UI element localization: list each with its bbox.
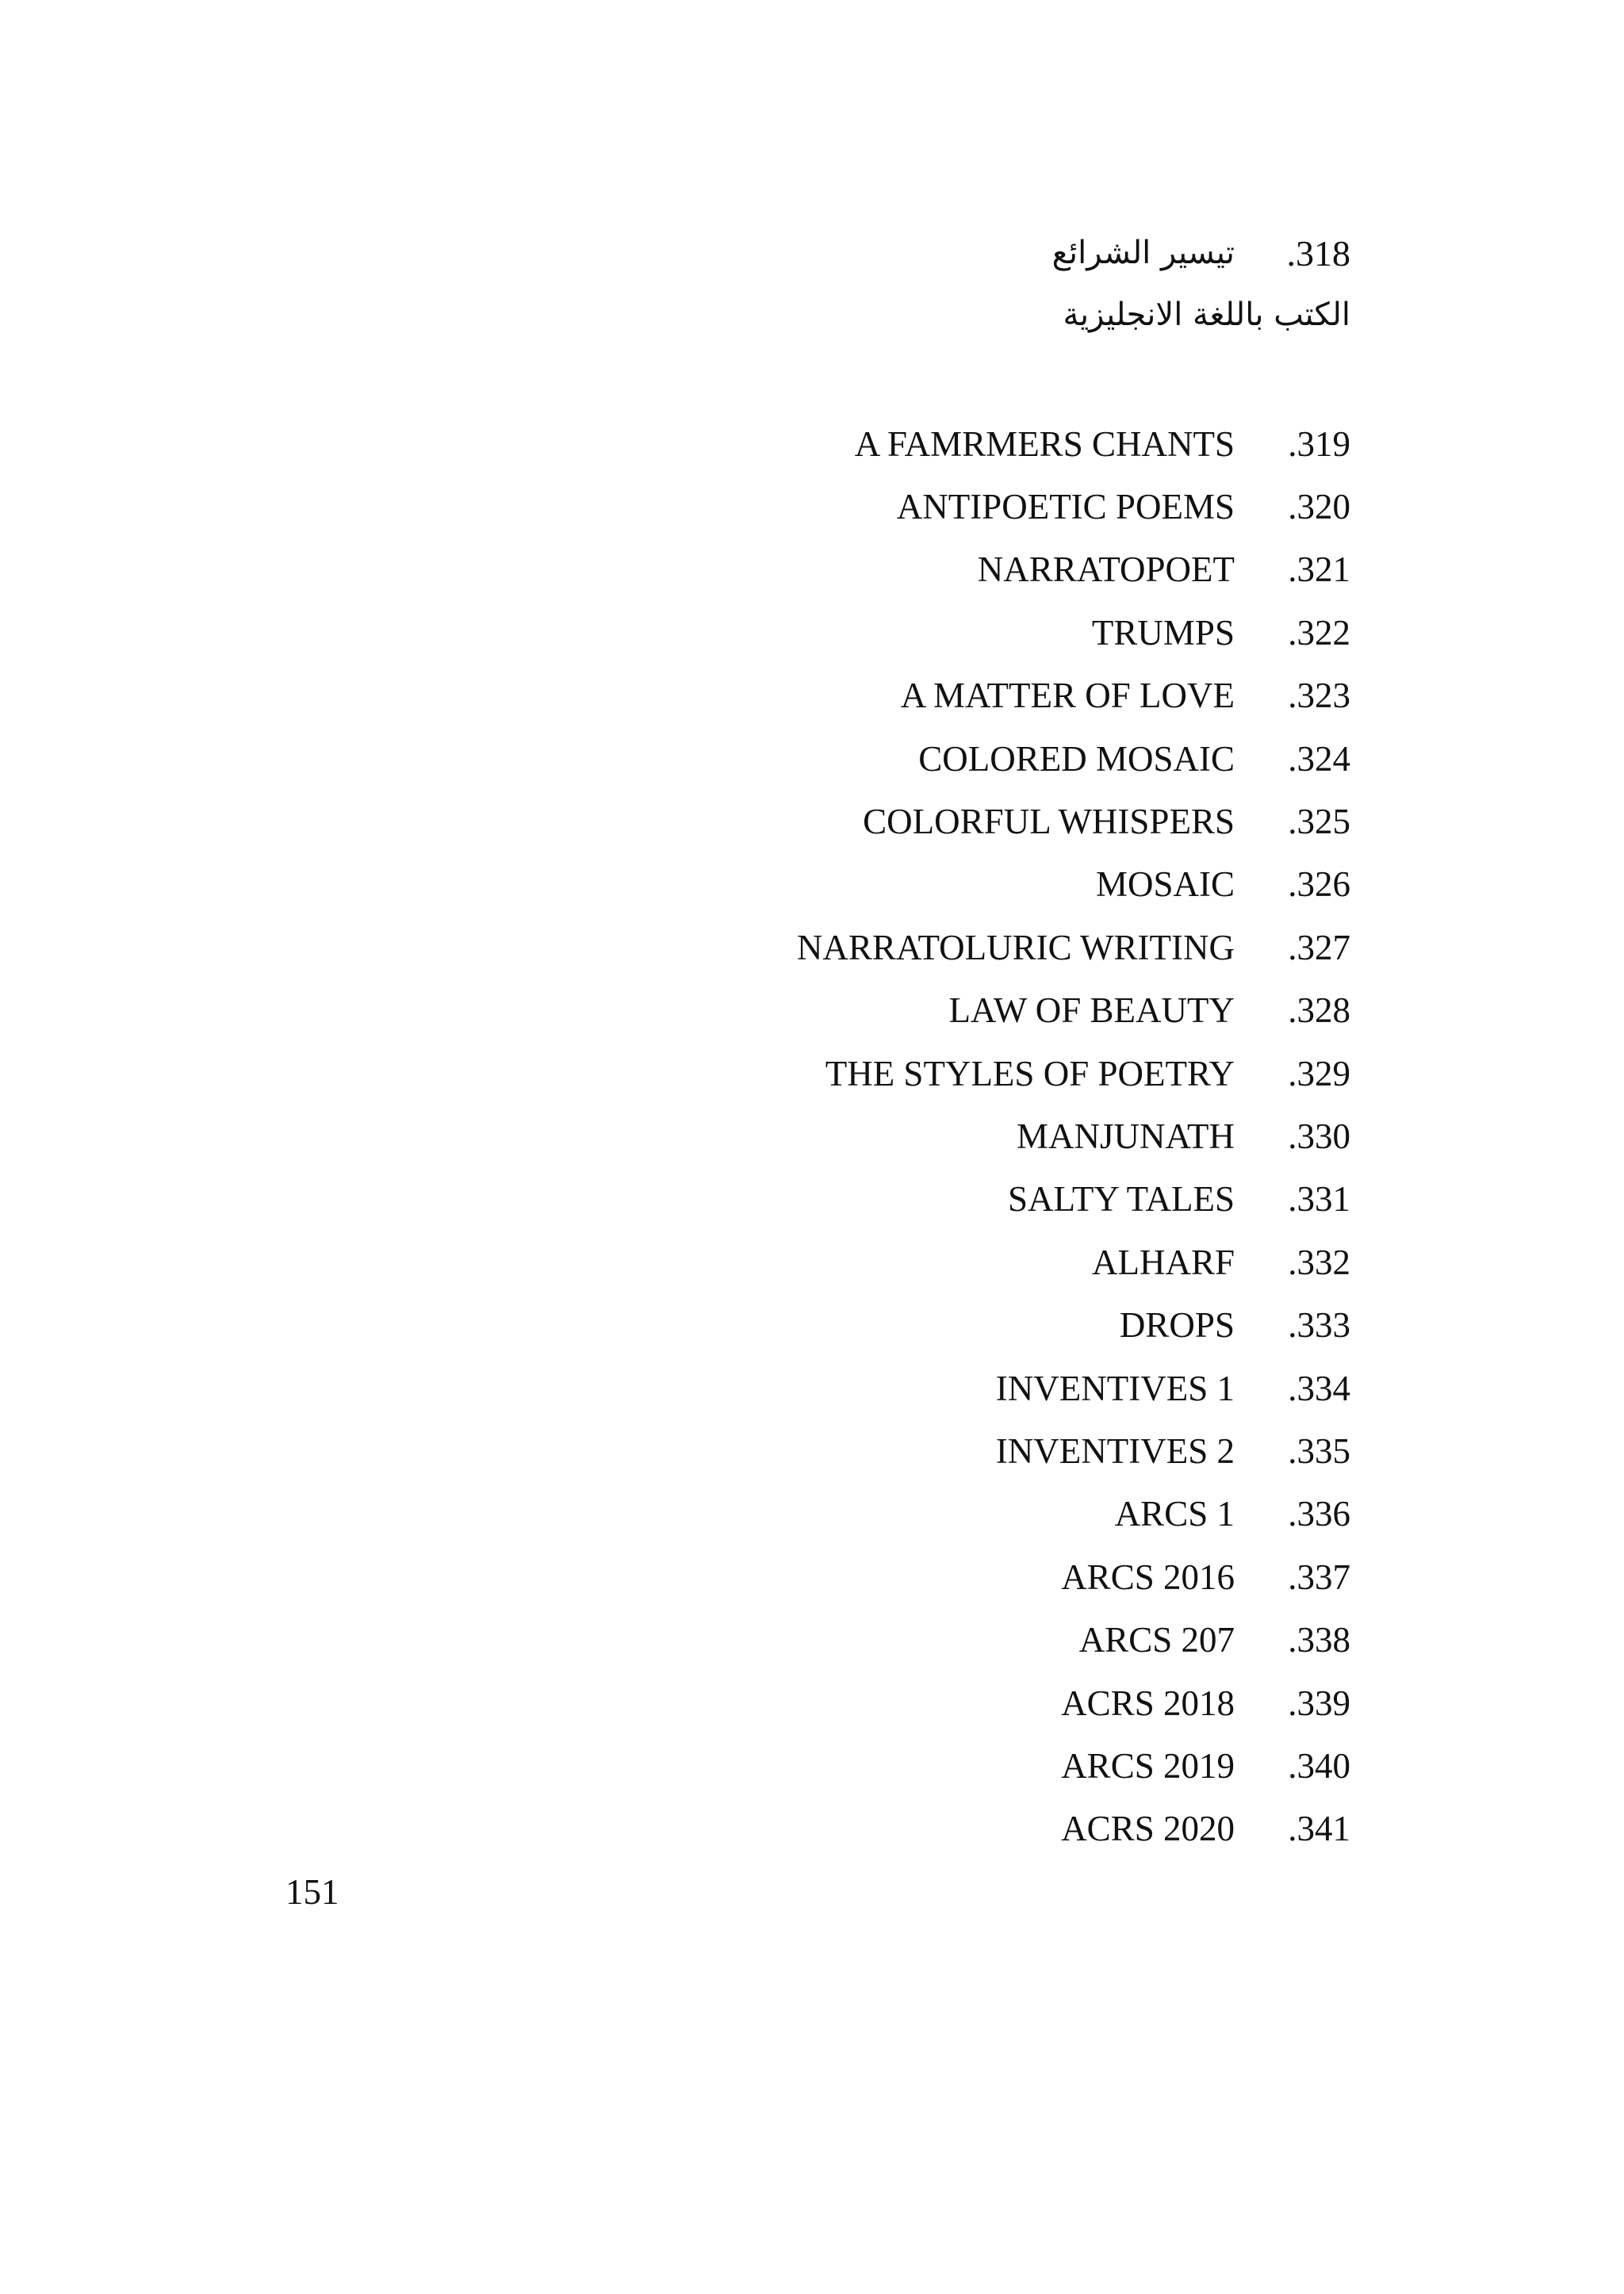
entry-number: .331 bbox=[1288, 1179, 1350, 1220]
entry-title: ANTIPOETIC POEMS bbox=[896, 487, 1235, 527]
entry-title: THE STYLES OF POETRY bbox=[825, 1053, 1235, 1093]
list-item bbox=[797, 727, 1350, 790]
entry-number: .341 bbox=[1288, 1809, 1350, 1849]
list-item bbox=[797, 979, 1350, 1042]
entry-title: ARCS 2016 bbox=[1061, 1557, 1235, 1597]
list-item bbox=[797, 1672, 1350, 1734]
entry-number: .336 bbox=[1288, 1494, 1350, 1534]
entry-title: LAW OF BEAUTY bbox=[948, 990, 1235, 1031]
entry-number: .330 bbox=[1288, 1116, 1350, 1156]
list-item bbox=[797, 475, 1350, 538]
entry-title: A MATTER OF LOVE bbox=[900, 676, 1235, 716]
entry-title: COLORED MOSAIC bbox=[918, 738, 1235, 779]
list-item bbox=[797, 916, 1350, 978]
list-item bbox=[797, 1798, 1350, 1860]
entry-number: .329 bbox=[1288, 1053, 1350, 1093]
list-item-arabic bbox=[1052, 225, 1350, 281]
list-item bbox=[797, 790, 1350, 852]
entry-number: .318 bbox=[1286, 232, 1350, 274]
list-item bbox=[797, 538, 1350, 601]
entry-title: ARCS 1 bbox=[1114, 1494, 1235, 1534]
entry-number: .339 bbox=[1288, 1683, 1350, 1723]
entry-title: COLORFUL WHISPERS bbox=[863, 802, 1235, 842]
entry-title: INVENTIVES 1 bbox=[995, 1368, 1235, 1408]
list-item bbox=[797, 1231, 1350, 1293]
list-item bbox=[797, 601, 1350, 664]
entry-number: .319 bbox=[1288, 423, 1350, 464]
entry-number: .337 bbox=[1288, 1557, 1350, 1597]
entry-number: .321 bbox=[1288, 550, 1350, 590]
list-item bbox=[797, 1545, 1350, 1608]
entry-title: INVENTIVES 2 bbox=[995, 1430, 1235, 1471]
entry-title: MOSAIC bbox=[1095, 864, 1235, 905]
entry-title: ACRS 2020 bbox=[1061, 1809, 1235, 1849]
entry-title: ARCS 2019 bbox=[1061, 1745, 1235, 1786]
list-item bbox=[797, 1357, 1350, 1419]
list-item bbox=[797, 1483, 1350, 1545]
page-number: 151 bbox=[285, 1872, 339, 1912]
list-item bbox=[797, 853, 1350, 916]
entry-number: .338 bbox=[1288, 1620, 1350, 1660]
entry-number: .334 bbox=[1288, 1368, 1350, 1408]
entry-number: .327 bbox=[1288, 927, 1350, 967]
list-item bbox=[797, 1105, 1350, 1167]
list-item bbox=[797, 1293, 1350, 1356]
entry-number: .328 bbox=[1288, 990, 1350, 1031]
list-item bbox=[797, 1419, 1350, 1482]
entry-title: ARCS 207 bbox=[1078, 1620, 1235, 1660]
list-item bbox=[797, 1042, 1350, 1105]
entry-number: .325 bbox=[1288, 802, 1350, 842]
list-item bbox=[797, 1608, 1350, 1671]
entry-title: تيسير الشرائع bbox=[1051, 235, 1235, 271]
entry-title: TRUMPS bbox=[1091, 612, 1235, 653]
entry-title: NARRATOLURIC WRITING bbox=[796, 927, 1235, 967]
entry-number: .324 bbox=[1288, 738, 1350, 779]
entry-number: .326 bbox=[1288, 864, 1350, 905]
section-heading: الكتب باللغة الانجليزية bbox=[1063, 297, 1350, 333]
list-item bbox=[797, 664, 1350, 727]
entry-title: A FAMRMERS CHANTS bbox=[854, 423, 1235, 464]
entry-title: ACRS 2018 bbox=[1061, 1683, 1235, 1723]
list-item bbox=[797, 412, 1350, 475]
entry-title: ALHARF bbox=[1091, 1242, 1235, 1282]
list-item bbox=[797, 1168, 1350, 1231]
entry-number: .332 bbox=[1288, 1242, 1350, 1282]
book-list bbox=[797, 412, 1350, 1860]
entry-title: NARRATOPOET bbox=[977, 550, 1235, 590]
entry-title: SALTY TALES bbox=[1007, 1179, 1235, 1220]
entry-number: .335 bbox=[1288, 1430, 1350, 1471]
entry-title: DROPS bbox=[1119, 1305, 1235, 1346]
entry-number: .322 bbox=[1288, 612, 1350, 653]
list-item bbox=[797, 1734, 1350, 1797]
entry-number: .320 bbox=[1288, 487, 1350, 527]
entry-number: .323 bbox=[1288, 676, 1350, 716]
entry-number: .333 bbox=[1288, 1305, 1350, 1346]
entry-title: MANJUNATH bbox=[1016, 1116, 1235, 1156]
entry-number: .340 bbox=[1288, 1745, 1350, 1786]
